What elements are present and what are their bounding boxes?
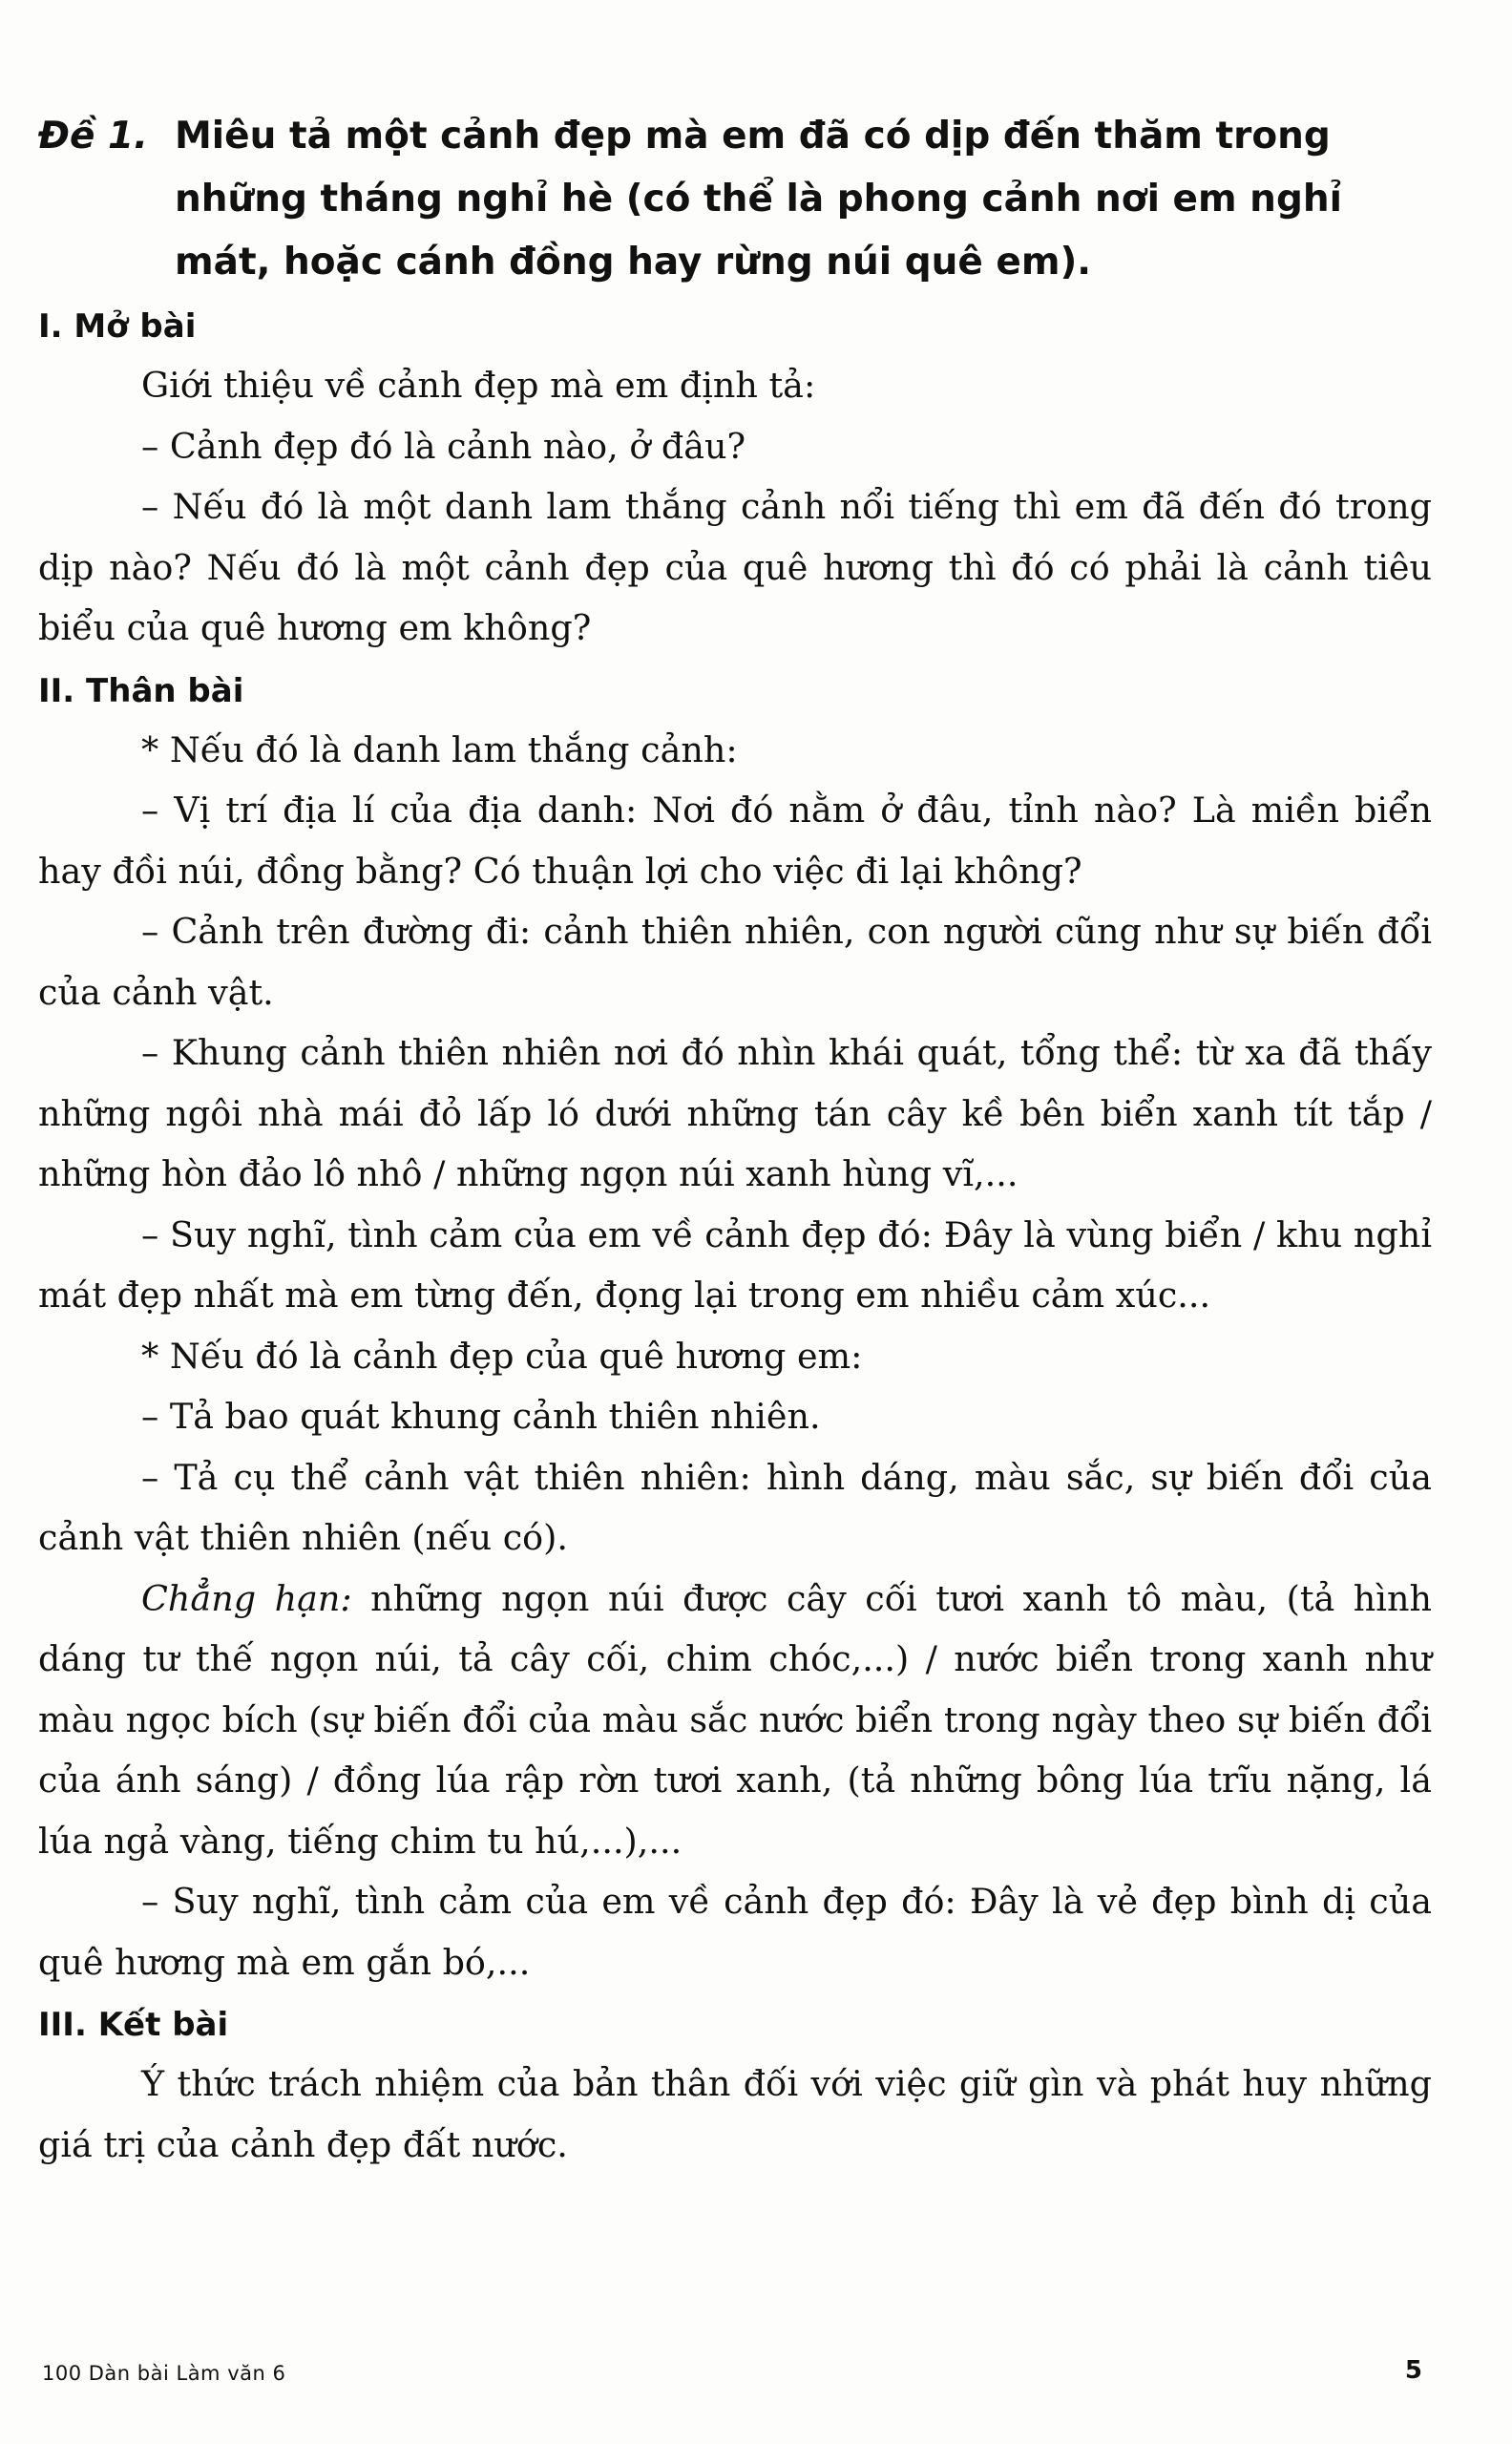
section-heading-mo-bai: I. Mở bài [38,307,197,346]
paragraph: Ý thức trách nhiệm của bản thân đối với việc giữ gìn và phát huy những giá trị của cảnh đẹp đất nước. [38,2063,1432,2165]
section-heading-ket-bai: III. Kết bài [38,2006,229,2044]
exercise-title [38,105,1432,294]
paragraph: – Suy nghĩ, tình cảm của em về cảnh đẹp đó: Đây là vùng biển / khu nghỉ mát đẹp nhất mà em từng đến, đọng lại trong em nhiều cảm xúc... [38,1213,1432,1316]
example-text: những ngọn núi được cây cối tươi xanh tô màu, (tả hình dáng tư thế ngọn núi, tả cây cối, chim chóc,...) / nước biển trong xanh như màu ngọc bích (sự biến đổi của màu sắc nước biển trong ngày theo sự biến đổi của ánh sáng) / đồng lúa rập rờn tươi xanh, (tả những bông lúa trĩu nặng, lá lúa ngả vàng, tiếng chim tu hú,...),... [38,1577,1432,1862]
paragraph: – Khung cảnh thiên nhiên nơi đó nhìn khái quát, tổng thể: từ xa đã thấy những ngôi nhà mái đỏ lấp ló dưới những tán cây kề bên biển xanh tít tắp / những hòn đảo lô nhô / những ngọn núi xanh hùng vĩ,... [38,1032,1432,1194]
example-lead: Chẳng hạn: [141,1577,352,1619]
paragraph: – Tả cụ thể cảnh vật thiên nhiên: hình dáng, màu sắc, sự biến đổi của cảnh vật thiên nhiên (nếu có). [38,1456,1432,1558]
exercise-prompt: Miêu tả một cảnh đẹp mà em đã có dịp đến thăm trong những tháng nghỉ hè (có thể là phong cảnh nơi em nghỉ mát, hoặc cánh đồng hay rừng núi quê em). [175,115,1342,284]
paragraph: * Nếu đó là cảnh đẹp của quê hương em: [141,1335,863,1377]
paragraph: * Nếu đó là danh lam thắng cảnh: [141,728,738,770]
section-heading-than-bai: II. Thân bài [38,671,244,710]
book-title: 100 Dàn bài Làm văn 6 [42,2362,286,2385]
page-content [38,105,1432,2175]
paragraph: – Tả bao quát khung cảnh thiên nhiên. [141,1396,821,1437]
paragraph: – Cảnh trên đường đi: cảnh thiên nhiên, con người cũng như sự biến đổi của cảnh vật. [38,911,1432,1013]
paragraph: – Suy nghĩ, tình cảm của em về cảnh đẹp đó: Đây là vẻ đẹp bình dị của quê hương mà em gắn bó,... [38,1881,1432,1983]
paragraph: – Cảnh đẹp đó là cảnh nào, ở đâu? [141,425,746,467]
page-number: 5 [1404,2356,1422,2385]
paragraph: – Nếu đó là một danh lam thắng cảnh nổi tiếng thì em đã đến đó trong dịp nào? Nếu đó là một cảnh đẹp của quê hương thì đó có phải là cảnh tiêu biểu của quê hương em không? [38,486,1432,648]
example-paragraph [38,1569,1432,1872]
paragraph: Giới thiệu về cảnh đẹp mà em định tả: [141,365,816,406]
paragraph: – Vị trí địa lí của địa danh: Nơi đó nằm ở đâu, tỉnh nào? Là miền biển hay đồi núi, đồng bằng? Có thuận lợi cho việc đi lại không? [38,790,1432,892]
page-footer [38,2356,1432,2400]
exercise-label: Đề 1. [38,115,148,158]
